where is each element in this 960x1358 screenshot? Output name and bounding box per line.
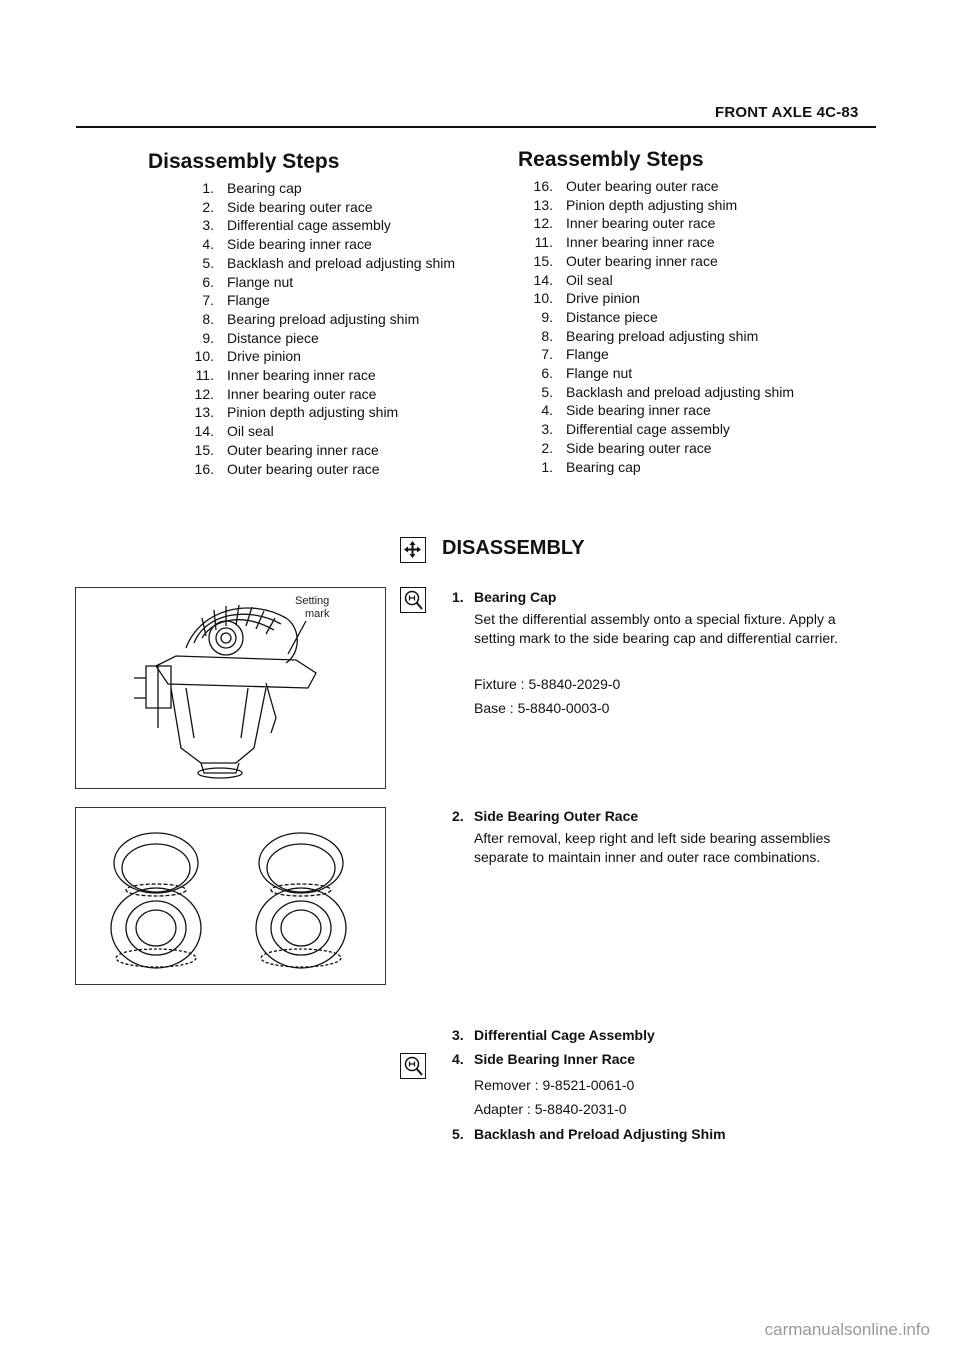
step-text: Pinion depth adjusting shim xyxy=(566,196,738,213)
step-text: Inner bearing inner race xyxy=(566,234,715,251)
step-number: 10. xyxy=(194,348,214,365)
step-4-spec-adapter: Adapter : 5-8840-2031-0 xyxy=(474,1101,627,1117)
step-text: Distance piece xyxy=(227,329,319,346)
step-text: Distance piece xyxy=(566,308,658,325)
step-number: 9. xyxy=(541,308,553,325)
reassembly-steps-title: Reassembly Steps xyxy=(518,148,704,171)
step-text: Outer bearing outer race xyxy=(227,460,380,477)
step-text: Outer bearing outer race xyxy=(566,178,719,194)
step-number: 10. xyxy=(533,290,553,307)
step-text: Bearing preload adjusting shim xyxy=(227,310,420,327)
step-list-item xyxy=(526,233,794,252)
step-list-item xyxy=(526,271,794,290)
step-number: 2. xyxy=(541,439,553,456)
step-number: 7. xyxy=(202,292,214,309)
step-number: 11. xyxy=(534,234,553,251)
step-2-title: Side Bearing Outer Race xyxy=(474,808,639,824)
step-4-spec-remover: Remover : 9-8521-0061-0 xyxy=(474,1077,635,1093)
step-number: 15. xyxy=(194,441,214,458)
step-1-spec-base: Base : 5-8840-0003-0 xyxy=(474,700,610,716)
step-list-item xyxy=(526,252,794,271)
step-3-number: 3. xyxy=(452,1027,464,1043)
special-tool-icon-2 xyxy=(400,1053,426,1079)
step-text: Bearing cap xyxy=(227,180,302,196)
step-number: 16. xyxy=(194,460,214,477)
step-text: Outer bearing inner race xyxy=(566,252,718,269)
differential-carrier-illustration xyxy=(76,588,385,788)
step-list-item xyxy=(187,273,455,292)
special-tool-icon xyxy=(400,587,426,613)
page-header-title: FRONT AXLE 4C-83 xyxy=(715,104,859,121)
step-5-heading xyxy=(452,1126,726,1142)
step-number: 14. xyxy=(194,423,214,440)
disassembly-heading: DISASSEMBLY xyxy=(442,537,585,559)
step-list-item xyxy=(187,441,455,460)
step-number: 5. xyxy=(541,383,553,400)
step-text: Bearing cap xyxy=(566,458,641,475)
step-text: Oil seal xyxy=(227,423,274,440)
figure-label-setting: Setting xyxy=(295,595,330,607)
step-list-item xyxy=(187,179,455,198)
disassembly-arrows-icon xyxy=(400,537,426,563)
step-1-spec-fixture: Fixture : 5-8840-2029-0 xyxy=(474,676,621,692)
step-text: Side bearing outer race xyxy=(227,198,373,215)
step-list-item xyxy=(187,254,455,273)
step-list-item xyxy=(187,403,455,422)
step-list-item xyxy=(187,235,455,254)
step-text: Bearing preload adjusting shim xyxy=(566,327,759,344)
step-text: Side bearing outer race xyxy=(566,439,712,456)
step-2-number: 2. xyxy=(452,808,464,824)
step-text: Oil seal xyxy=(566,271,613,288)
reassembly-steps-list xyxy=(526,177,794,476)
step-number: 4. xyxy=(202,236,214,253)
step-list-item xyxy=(187,460,455,479)
step-5-number: 5. xyxy=(452,1126,464,1142)
step-list-item xyxy=(187,422,455,441)
step-list-item xyxy=(526,214,794,233)
step-list-item xyxy=(187,291,455,310)
step-list-item xyxy=(526,177,794,196)
step-number: 12. xyxy=(533,215,553,232)
step-number: 4. xyxy=(541,402,553,419)
figure-side-bearing xyxy=(75,807,386,985)
step-1-title: Bearing Cap xyxy=(474,589,557,605)
step-2-body: After removal, keep right and left side bearing assemblies separate to maintain inner and outer race combinations. xyxy=(474,830,831,865)
step-number: 11. xyxy=(195,367,214,384)
step-list-item xyxy=(187,198,455,217)
step-text: Inner bearing outer race xyxy=(227,385,377,402)
step-1-body: Set the differential assembly onto a special fixture. Apply a setting mark to the side bearing cap and differential carrier. xyxy=(474,611,838,646)
step-list-item xyxy=(526,364,794,383)
disassembly-steps-title: Disassembly Steps xyxy=(148,150,340,173)
step-list-item xyxy=(187,347,455,366)
step-text: Drive pinion xyxy=(227,348,301,365)
step-number: 14. xyxy=(533,271,553,288)
step-list-item xyxy=(526,420,794,439)
step-text: Flange xyxy=(227,292,270,309)
step-number: 15. xyxy=(533,252,553,269)
figure-bearing-cap xyxy=(75,587,386,789)
step-list-item xyxy=(187,385,455,404)
step-1-heading xyxy=(452,589,556,605)
figure-label-mark: mark xyxy=(305,608,330,620)
step-text: Side bearing inner race xyxy=(566,402,711,419)
step-number: 3. xyxy=(202,217,214,234)
step-number: 7. xyxy=(541,346,553,363)
step-text: Side bearing inner race xyxy=(227,236,372,253)
step-text: Drive pinion xyxy=(566,290,640,307)
step-list-item xyxy=(526,383,794,402)
step-list-item xyxy=(526,439,794,458)
disassembly-steps-list xyxy=(187,179,455,478)
step-list-item xyxy=(187,329,455,348)
step-4-heading xyxy=(452,1051,635,1067)
step-number: 8. xyxy=(202,310,214,327)
step-text: Differential cage assembly xyxy=(566,421,730,438)
step-text: Backlash and preload adjusting shim xyxy=(227,254,456,271)
step-list-item xyxy=(187,216,455,235)
step-list-item xyxy=(526,289,794,308)
step-number: 5. xyxy=(202,254,214,271)
step-list-item xyxy=(526,327,794,346)
step-text: Flange nut xyxy=(566,365,633,382)
step-list-item xyxy=(526,308,794,327)
step-text: Inner bearing outer race xyxy=(566,215,716,232)
step-3-heading xyxy=(452,1027,655,1043)
step-text: Flange nut xyxy=(227,273,294,290)
step-number: 13. xyxy=(194,404,214,421)
step-text: Flange xyxy=(566,346,609,363)
step-text: Backlash and preload adjusting shim xyxy=(566,383,795,400)
step-list-item xyxy=(526,196,794,215)
step-text: Pinion depth adjusting shim xyxy=(227,404,399,421)
step-5-title: Backlash and Preload Adjusting Shim xyxy=(474,1126,726,1142)
step-number: 3. xyxy=(541,421,553,438)
step-number: 8. xyxy=(541,327,553,344)
step-number: 12. xyxy=(194,385,214,402)
step-list-item xyxy=(526,458,794,477)
step-1-number: 1. xyxy=(452,589,464,605)
step-list-item xyxy=(526,345,794,364)
step-4-number: 4. xyxy=(452,1051,464,1067)
step-number: 1. xyxy=(541,458,553,475)
header-divider xyxy=(76,126,876,128)
step-number: 2. xyxy=(202,198,214,215)
step-number: 16. xyxy=(533,178,553,194)
step-list-item xyxy=(526,401,794,420)
step-list-item xyxy=(187,366,455,385)
step-3-title: Differential Cage Assembly xyxy=(474,1027,655,1043)
step-number: 1. xyxy=(202,180,214,196)
step-text: Outer bearing inner race xyxy=(227,441,379,458)
step-number: 13. xyxy=(533,196,553,213)
step-list-item xyxy=(187,310,455,329)
step-number: 6. xyxy=(202,273,214,290)
step-text: Inner bearing inner race xyxy=(227,367,376,384)
bearing-races-illustration xyxy=(76,808,385,984)
step-text: Differential cage assembly xyxy=(227,217,391,234)
step-2-heading xyxy=(452,808,638,824)
step-number: 6. xyxy=(541,365,553,382)
step-number: 9. xyxy=(202,329,214,346)
watermark-text: carmanualsonline.info xyxy=(764,1320,930,1339)
step-4-title: Side Bearing Inner Race xyxy=(474,1051,636,1067)
